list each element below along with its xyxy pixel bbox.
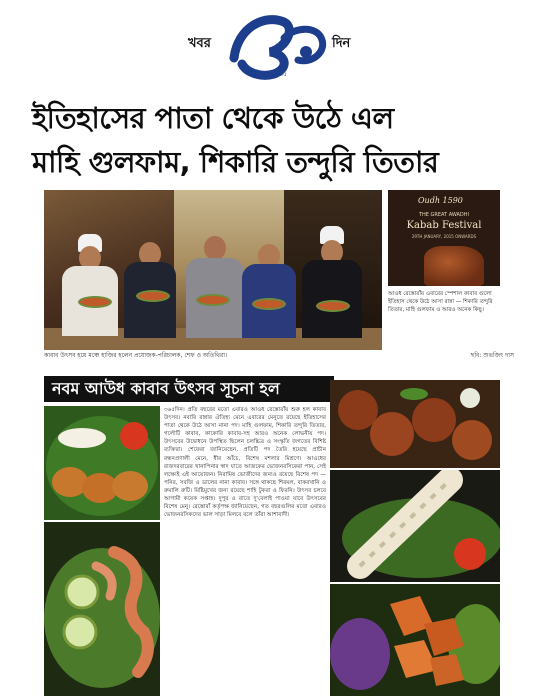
festival-poster	[388, 190, 500, 286]
poster-dates: 29TH JANUARY, 2015 ONWARDS	[411, 234, 477, 239]
poster-logo: Oudh 1590	[418, 196, 463, 205]
person-5	[302, 260, 362, 338]
masthead-right-word: দিন	[332, 36, 351, 51]
food-photo-2-art	[44, 522, 160, 696]
event-photo	[44, 190, 382, 350]
food-photo-seekh-kabab	[330, 470, 500, 582]
food-photo-1-art	[44, 406, 160, 520]
dish-plate	[78, 296, 112, 308]
section-heading: নবম আউধ কাবাব উৎসব সূচনা হল	[44, 376, 334, 402]
dish-plate	[136, 290, 170, 302]
article-body: ৩৬৫দিন। প্রতি বছরের মতো এবারও আওধ রেস্তোরাঁয় শুরু হল কাবাব উৎসব। নবাবি রান্নার ঐতিহ্য মেনে এবারের মেনুতে রয়েছে ইতিহাসের পাতা থেকে উঠে আসা নানা পদ। মাহি গুলফাম, শিকারি তন্দুরি তিতার, গলৌটি কাবাব, কাকোরি কাবাব-সহ আরও অনেক লোভনীয় পদ। উৎসবের উদ্বোধনে উপস্থিত ছিলেন চলচ্চিত্র ও সংস্কৃতি জগতের বিশিষ্ট ব্যক্তিরা। শেফেরা জানিয়েছেন, প্রতিটি পদ তৈরি হয়েছে প্রাচীন রন্ধনপ্রণালী মেনে, ধীর আঁচে, বিশেষ মশলার মিশ্রণে। আওধের রাজদরবারের খানাপিনার স্বাদ যাতে আজকের ভোজনরসিকেরা পান, সেই লক্ষ্যেই এই আয়োজন। নিরামিষ ভোজীদের জন্যও রয়েছে বিশেষ পদ — পনির, সবজি ও ডালের নানা কাবাব। সঙ্গে থাকছে শিরমল, বাকরখানি ও রুমালি রুটি। মিষ্টিমুখের জন্য রয়েছে শাহি টুকরা ও ফিরনি। উৎসব চলবে আগামী কয়েক সপ্তাহ। দুপুর ও রাতে দু'বেলাই পাওয়া যাবে উৎসবের বিশেষ মেনু। রেস্তোরাঁ কর্তৃপক্ষ জানিয়েছেন, গত বছরগুলির মতো এবারও ভোজনরসিকদের ভাল সাড়া মিলবে বলে তাঁরা আশাবাদী।	[164, 407, 326, 519]
food-photo-fried-chicken	[330, 380, 500, 468]
photo-caption: কাবাব উৎসব হয়ে মঞ্চে হাজির হলেন প্রযোজক-পরিচালক, শেফ ও অতিথিরা।	[44, 352, 228, 359]
food-photo-5-art	[330, 584, 500, 696]
poster-caption: আওধ রেস্তোরাঁয় এবারের স্পেশাল কাবাব গুলো ইতিহাস থেকে উঠে আসা রান্না — শিকারি তন্দুরি তিতার, মাহি গুলফাম ও আরও অনেক কিছু।	[388, 291, 493, 313]
food-photo-4-art	[330, 470, 500, 582]
photo-caption-row	[44, 352, 514, 360]
person-head	[204, 236, 226, 260]
masthead-logo	[226, 8, 336, 80]
poster-tagline: THE GREAT AWADHI	[418, 212, 470, 218]
poster-title: Kabab Festival	[406, 220, 482, 231]
dish-plate	[196, 294, 230, 306]
dish-plate	[316, 300, 350, 312]
photo-credit: ছবি: শুভজিৎ দাস	[470, 352, 514, 359]
headline	[32, 96, 512, 184]
poster-kabab-image	[424, 246, 484, 286]
food-photo-kabab-plate	[44, 406, 160, 520]
masthead-logo-number: ৩৬৫	[275, 71, 287, 78]
food-photo-prawns	[44, 522, 160, 696]
headline-line-2: মাহি গুলফাম, শিকারি তন্দুরি তিতার	[32, 145, 439, 179]
dish-plate	[252, 298, 286, 310]
masthead	[0, 0, 542, 92]
food-photo-tikka	[330, 584, 500, 696]
headline-line-1: ইতিহাসের পাতা থেকে উঠে এল	[32, 101, 394, 135]
food-photo-3-art	[330, 380, 500, 468]
masthead-left-word: খবর	[188, 36, 211, 51]
